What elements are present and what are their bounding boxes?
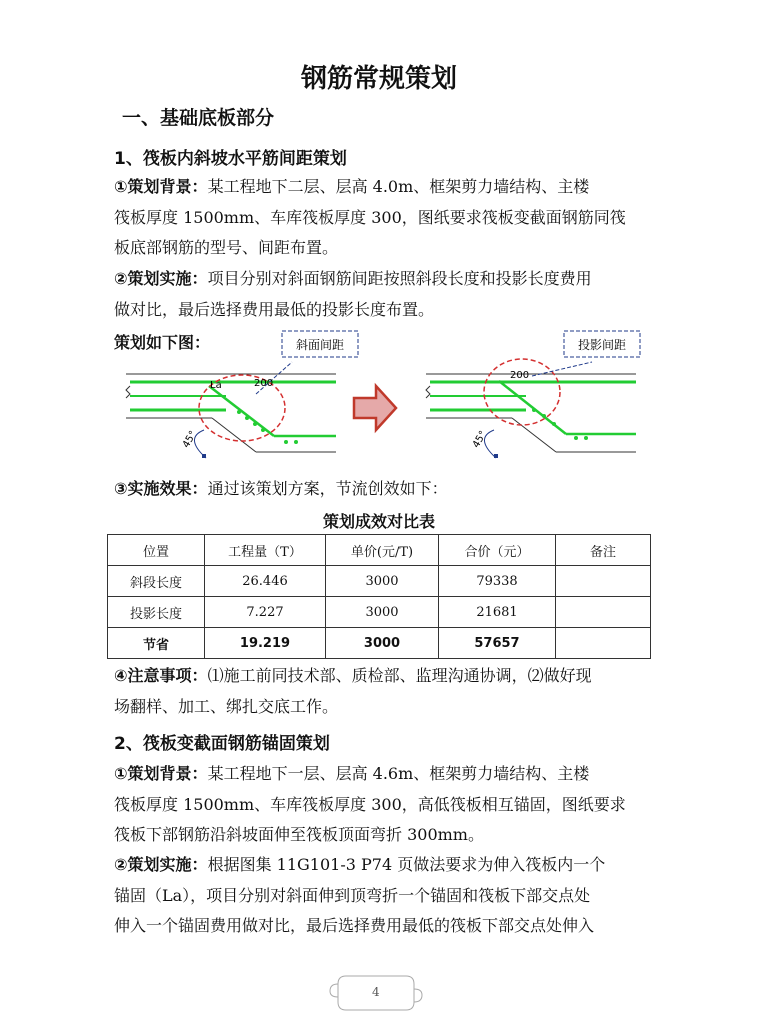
spacing-200-label: 200 xyxy=(510,370,530,381)
table-header: 位置 xyxy=(108,535,205,566)
table-caption: 策划成效对比表 xyxy=(322,512,435,531)
table-header: 单价(元/T) xyxy=(326,535,439,566)
page-title: 钢筋常规策划 xyxy=(300,64,457,94)
left-tag-label: 斜面间距 xyxy=(295,338,345,352)
diagram-right-panel xyxy=(426,331,640,458)
table-header: 备注 xyxy=(556,535,651,566)
table-row: 投影长度 7.227 3000 21681 xyxy=(108,597,651,628)
background-label: ①策划背景： xyxy=(114,764,208,783)
diagram-label: 策划如下图： xyxy=(114,333,211,352)
page-number: 4 xyxy=(372,985,380,999)
table-total-row: 节省 19.219 3000 57657 xyxy=(108,628,651,659)
angle-label: 45° xyxy=(180,429,200,450)
background-paragraph-1: ①策划背景：某工程地下二层、层高 4.0m、框架剪力墙结构、主楼 筏板厚度 1500mm、车库筏板厚度 300，图纸要求筏板变截面钢筋同筏 板底部钢筋的型号、间距布置。 xyxy=(114,177,626,257)
subsection-heading-2: 2、筏板变截面钢筋锚固策划 xyxy=(114,734,330,754)
background-label: ①策划背景： xyxy=(114,177,208,196)
la-label: La xyxy=(210,380,222,391)
effect-paragraph: ③实施效果：通过该策划方案，节流创效如下： xyxy=(114,479,448,498)
section-heading: 一、基础底板部分 xyxy=(122,107,275,129)
table-header: 合价（元） xyxy=(439,535,556,566)
effect-label: ③实施效果： xyxy=(114,479,208,498)
diagram-arrow xyxy=(354,386,396,430)
background-paragraph-2: ①策划背景：某工程地下一层、层高 4.6m、框架剪力墙结构、主楼 筏板厚度 1500mm、车库筏板厚度 300，高低筏板相互锚固，图纸要求 筏板下部钢筋沿斜坡面伸至筏板顶面弯折 300mm。 xyxy=(114,764,626,844)
rebar-diagram xyxy=(114,326,654,466)
angle-label: 45° xyxy=(470,429,490,450)
table-header: 工程量（T） xyxy=(205,535,326,566)
right-tag-label: 投影间距 xyxy=(577,338,627,352)
subsection-heading-1: 1、筏板内斜坡水平筋间距策划 xyxy=(114,149,347,169)
implementation-label: ②策划实施： xyxy=(114,269,208,288)
notes-paragraph: ④注意事项：⑴施工前同技术部、质检部、监理沟通协调，⑵做好现 场翻样、加工、绑扎交底工作。 xyxy=(114,666,592,716)
implementation-paragraph-2: ②策划实施：根据图集 11G101-3 P74 页做法要求为伸入筏板内一个 锚固（La），项目分别对斜面伸到顶弯折一个锚固和筏板下部交点处 伸入一个锚固费用做对比，最后选择费用最低的筏板下部交点处伸入 xyxy=(114,855,606,935)
diagram-left-panel xyxy=(126,331,358,458)
spacing-200-label: 200 xyxy=(254,378,274,389)
comparison-table xyxy=(107,534,651,659)
notes-label: ④注意事项： xyxy=(114,666,208,685)
implementation-label: ②策划实施： xyxy=(114,855,208,874)
implementation-paragraph-1: ②策划实施：项目分别对斜面钢筋间距按照斜段长度和投影长度费用 做对比，最后选择费用最低的投影长度布置。 xyxy=(114,269,592,319)
table-row: 斜段长度 26.446 3000 79338 xyxy=(108,566,651,597)
table-header-row xyxy=(108,535,651,566)
